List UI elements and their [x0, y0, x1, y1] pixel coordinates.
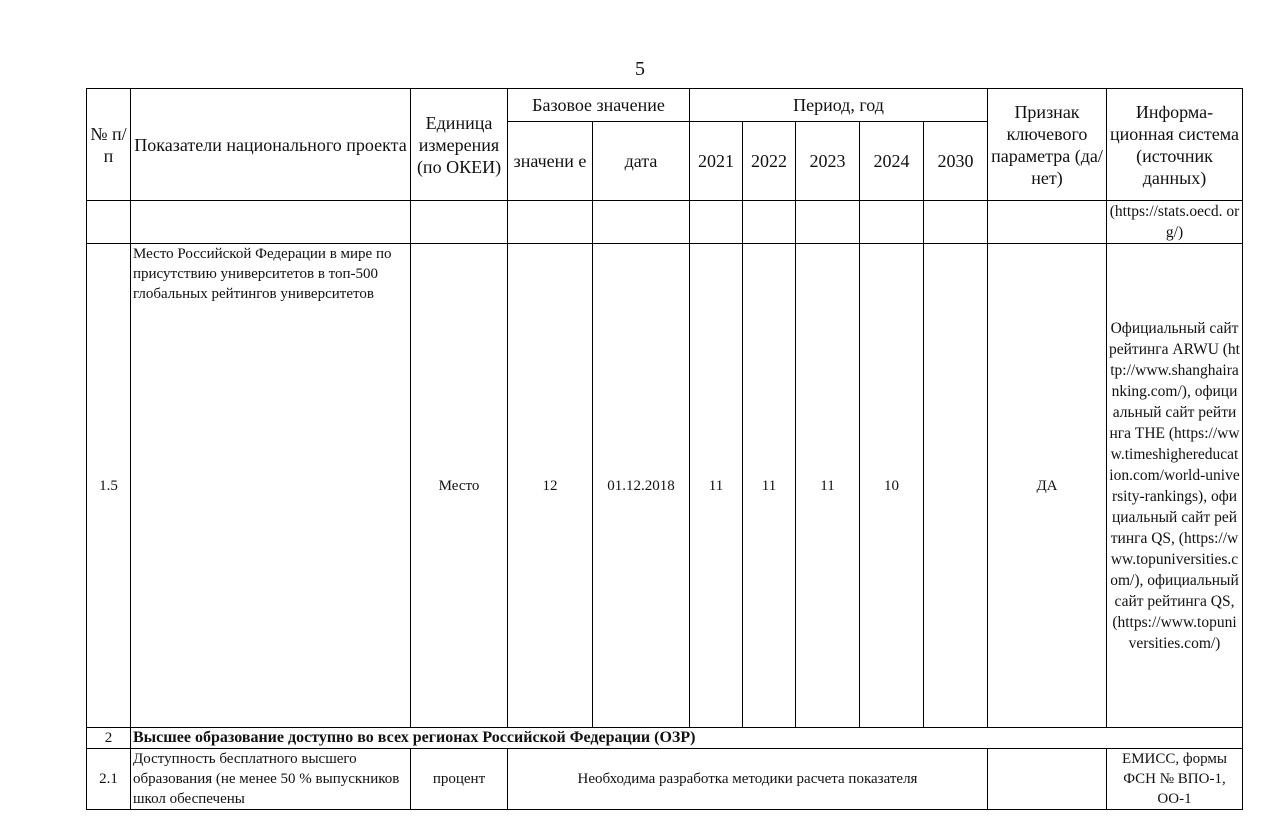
row-1-5-2030 — [924, 244, 988, 728]
indicators-table — [86, 88, 1243, 810]
header-base-date: дата — [593, 122, 690, 201]
header-period: Период, год — [690, 89, 988, 122]
row-2-1-source: ЕМИСС, формы ФСН № ВПО-1, ОО-1 — [1107, 749, 1243, 810]
row-1-5-base-date: 01.12.2018 — [593, 244, 690, 728]
header-key: Признак ключевого параметра (да/нет) — [988, 89, 1107, 201]
row-1-5-2023: 11 — [796, 244, 860, 728]
header-unit: Единица измерения (по ОКЕИ) — [411, 89, 508, 201]
header-year-2030: 2030 — [924, 122, 988, 201]
row-1-5-indicator: Место Российской Федерации в мире по присутствию университетов в топ-500 глобальных рейтингов университетов — [131, 244, 411, 728]
header-num: № п/п — [87, 89, 131, 201]
header-year-2021: 2021 — [690, 122, 743, 201]
row-2-1-note: Необходима разработка методики расчета показателя — [508, 749, 988, 810]
row-2-1-unit: процент — [411, 749, 508, 810]
row-1-5-2021: 11 — [690, 244, 743, 728]
continuation-source: (https://stats.oecd. org/) — [1107, 201, 1243, 244]
header-indicators: Показатели национального проекта — [131, 89, 411, 201]
row-2-title: Высшее образование доступно во всех регионах Российской Федерации (ОЗР) — [131, 728, 1243, 749]
row-1-5-source: Официальный сайт рейтинга ARWU (http://www.shanghairanking.com/), официальный сайт рейтинга THE (https://www.timeshighereducation.com/world-university-rankings), официальный сайт рейтинга QS, (https://www.topuniversities.com/), официальный сайт рейтинга QS, (https://www.topuniversities.com/) — [1107, 244, 1243, 728]
row-2-1-num: 2.1 — [87, 749, 131, 810]
header-year-2024: 2024 — [860, 122, 924, 201]
page-number: 5 — [635, 58, 645, 80]
table-row-1-5 — [87, 244, 1243, 728]
table-row-2-1 — [87, 749, 1243, 810]
row-2-num: 2 — [87, 728, 131, 749]
row-1-5-2022: 11 — [743, 244, 796, 728]
header-base: Базовое значение — [508, 89, 690, 122]
row-1-5-num: 1.5 — [87, 244, 131, 728]
continuation-row — [87, 201, 1243, 244]
row-1-5-unit: Место — [411, 244, 508, 728]
header-year-2023: 2023 — [796, 122, 860, 201]
row-1-5-2024: 10 — [860, 244, 924, 728]
header-base-value: значени е — [508, 122, 593, 201]
row-1-5-base-value: 12 — [508, 244, 593, 728]
row-2-1-key — [988, 749, 1107, 810]
row-2-1-indicator: Доступность бесплатного высшего образования (не менее 50 % выпускников школ обеспечены — [131, 749, 411, 810]
header-year-2022: 2022 — [743, 122, 796, 201]
header-source: Информа- ционная система (источник данных) — [1107, 89, 1243, 201]
table-row-2 — [87, 728, 1243, 749]
header-row-1 — [87, 89, 1243, 122]
row-1-5-key: ДА — [988, 244, 1107, 728]
